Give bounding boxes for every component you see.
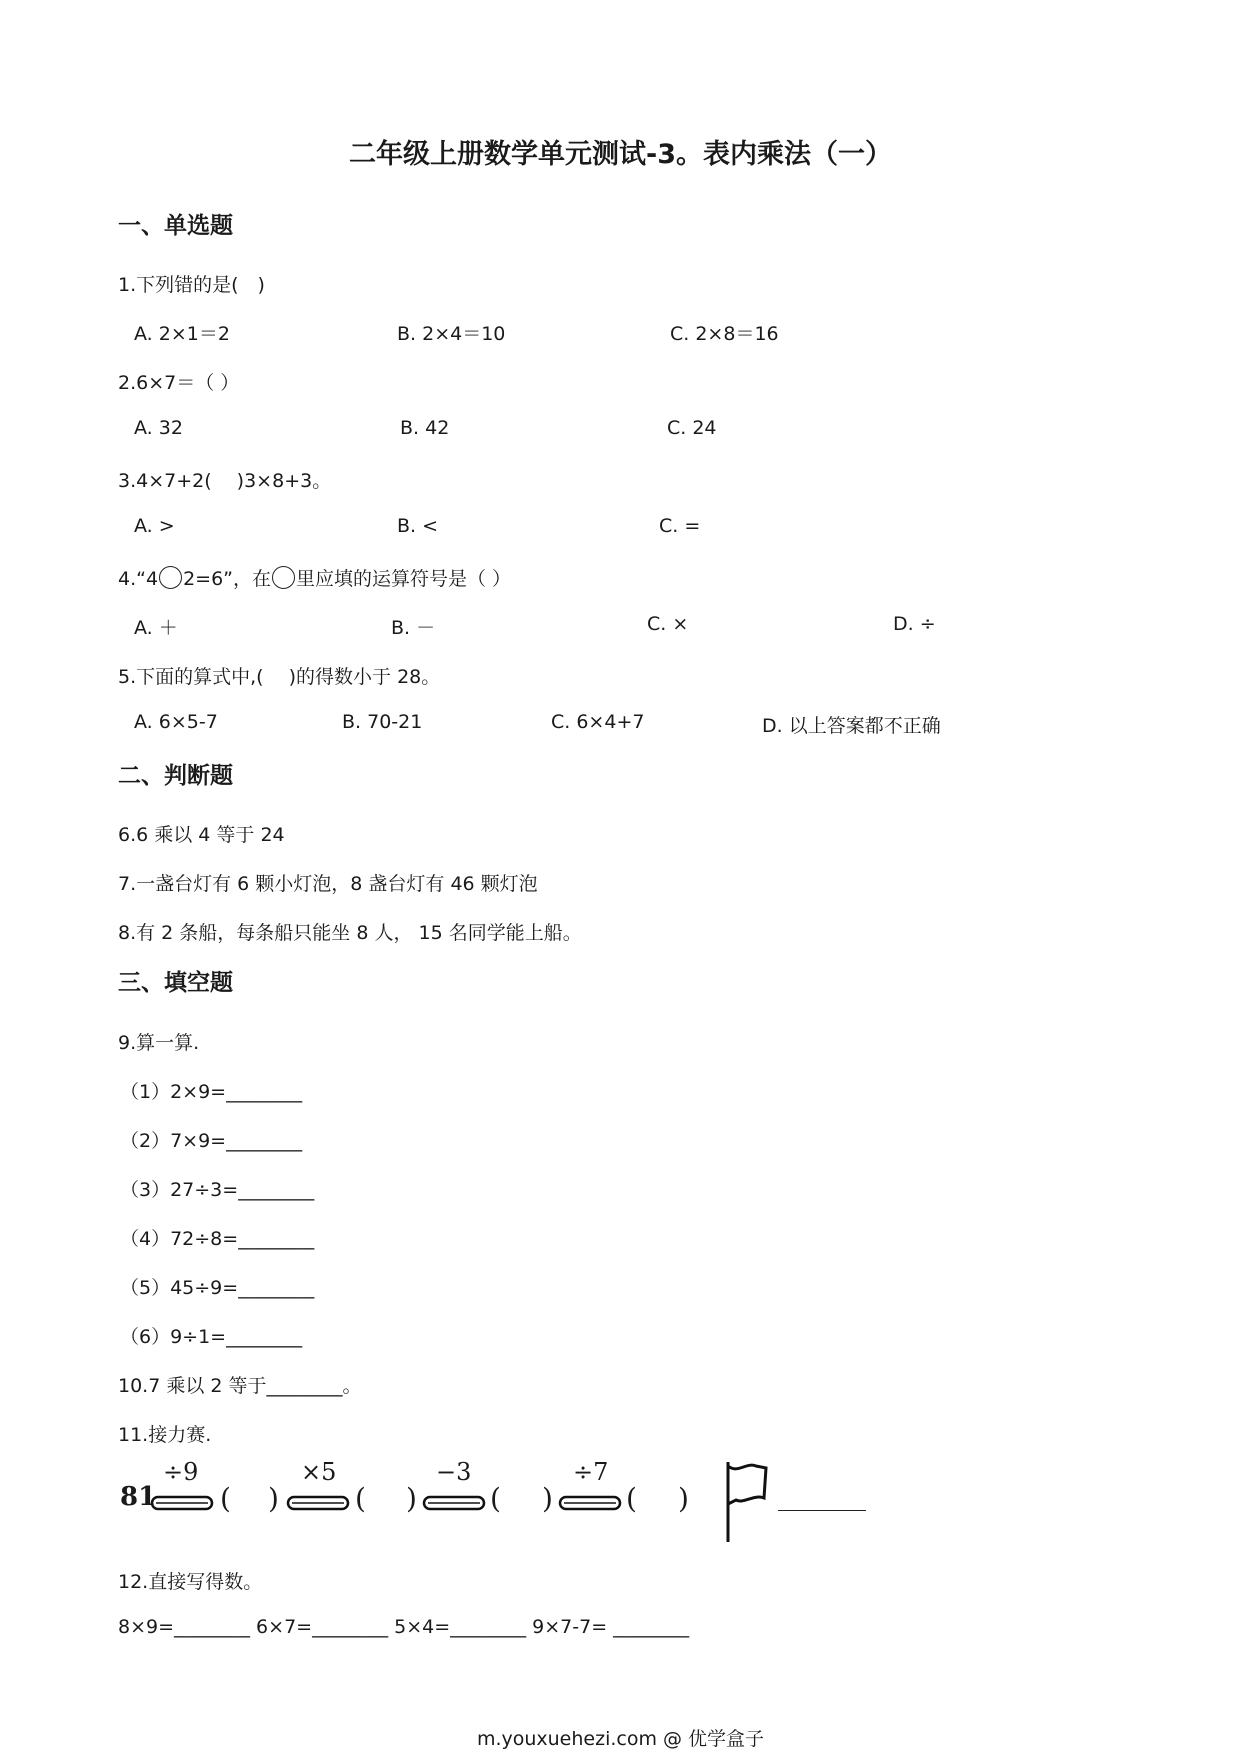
- question-4-stem: [118, 564, 511, 591]
- blank-circle-icon: [159, 566, 182, 589]
- question-3-option-a: A. >: [134, 515, 175, 537]
- relay-operator: ÷7: [573, 1458, 609, 1486]
- section-heading-fill-blank: 三、填空题: [118, 970, 233, 996]
- question-6: 6.6 乘以 4 等于 24: [118, 824, 285, 846]
- relay-operator: −3: [436, 1458, 472, 1486]
- finish-flag-icon: [724, 1460, 774, 1544]
- question-9-item: （4）72÷8=________: [120, 1228, 315, 1250]
- question-12-line: 8×9=________ 6×7=________ 5×4=________ 9×7-7= ________: [118, 1616, 690, 1638]
- question-5-option-b: B. 70-21: [342, 711, 423, 733]
- relay-operator: ×5: [301, 1458, 337, 1486]
- relay-paren-open: (: [355, 1482, 366, 1515]
- question-4-option-a: A. ＋: [134, 617, 178, 639]
- relay-baton-icon: [286, 1494, 350, 1512]
- question-11-stem: 11.接力赛.: [118, 1424, 212, 1446]
- question-5-option-d: D. 以上答案都不正确: [762, 715, 941, 737]
- section-heading-true-false: 二、判断题: [118, 763, 233, 789]
- relay-baton-icon: [422, 1494, 486, 1512]
- question-1-stem: 1.下列错的是( ): [118, 274, 265, 296]
- question-5-option-c: C. 6×4+7: [551, 711, 645, 733]
- question-5-stem: 5.下面的算式中,( )的得数小于 28。: [118, 666, 441, 688]
- relay-paren-close: ): [678, 1482, 689, 1515]
- footer-watermark: m.youxuehezi.com @ 优学盒子: [476, 1728, 765, 1750]
- question-2-option-b: B. 42: [400, 417, 450, 439]
- question-9-item: （1）2×9=________: [120, 1081, 303, 1103]
- question-5-option-a: A. 6×5-7: [134, 711, 218, 733]
- relay-paren-close: ): [268, 1482, 279, 1515]
- question-3-stem: 3.4×7+2( )3×8+3。: [118, 470, 332, 492]
- question-9-item: （6）9÷1=________: [120, 1326, 303, 1348]
- question-9-item: （5）45÷9=________: [120, 1277, 315, 1299]
- question-9-item: （3）27÷3=________: [120, 1179, 315, 1201]
- question-2-option-c: C. 24: [667, 417, 717, 439]
- question-2-option-a: A. 32: [134, 417, 183, 439]
- question-8: 8.有 2 条船，每条船只能坐 8 人， 15 名同学能上船。: [118, 922, 582, 944]
- relay-operator: ÷9: [163, 1458, 199, 1486]
- question-1-option-c: C. 2×8＝16: [670, 323, 779, 345]
- relay-start-number: 81: [120, 1482, 157, 1512]
- page-title: 二年级上册数学单元测试-3。表内乘法（一）: [349, 139, 892, 170]
- question-4-stem-part-2: 2=6”，在: [183, 568, 272, 590]
- question-1-option-b: B. 2×4＝10: [397, 323, 506, 345]
- question-12-stem: 12.直接写得数。: [118, 1571, 263, 1593]
- question-9-stem: 9.算一算.: [118, 1032, 200, 1054]
- question-1-option-a: A. 2×1＝2: [134, 323, 230, 345]
- relay-paren-close: ): [542, 1482, 553, 1515]
- question-3-option-c: C. =: [659, 515, 701, 537]
- question-4-stem-part-1: 4.“4: [118, 568, 159, 590]
- answer-blank-line: [778, 1510, 866, 1511]
- section-heading-single-choice: 一、单选题: [118, 213, 233, 239]
- relay-race-figure: [118, 1460, 878, 1544]
- question-9-item: （2）7×9=________: [120, 1130, 303, 1152]
- question-3-option-b: B. <: [397, 515, 439, 537]
- question-7: 7.一盏台灯有 6 颗小灯泡，8 盏台灯有 46 颗灯泡: [118, 873, 538, 895]
- relay-baton-icon: [150, 1494, 214, 1512]
- question-4-option-b: B. －: [391, 617, 436, 639]
- question-4-option-c: C. ×: [647, 613, 689, 635]
- question-10: 10.7 乘以 2 等于________。: [118, 1375, 362, 1397]
- question-4-stem-part-3: 里应填的运算符号是（ ）: [296, 568, 512, 590]
- relay-paren-close: ): [406, 1482, 417, 1515]
- blank-circle-icon: [272, 566, 295, 589]
- relay-baton-icon: [558, 1494, 622, 1512]
- relay-paren-open: (: [490, 1482, 501, 1515]
- question-2-stem: 2.6×7＝（ ）: [118, 372, 240, 394]
- relay-paren-open: (: [220, 1482, 231, 1515]
- question-4-option-d: D. ÷: [893, 613, 936, 635]
- relay-paren-open: (: [626, 1482, 637, 1515]
